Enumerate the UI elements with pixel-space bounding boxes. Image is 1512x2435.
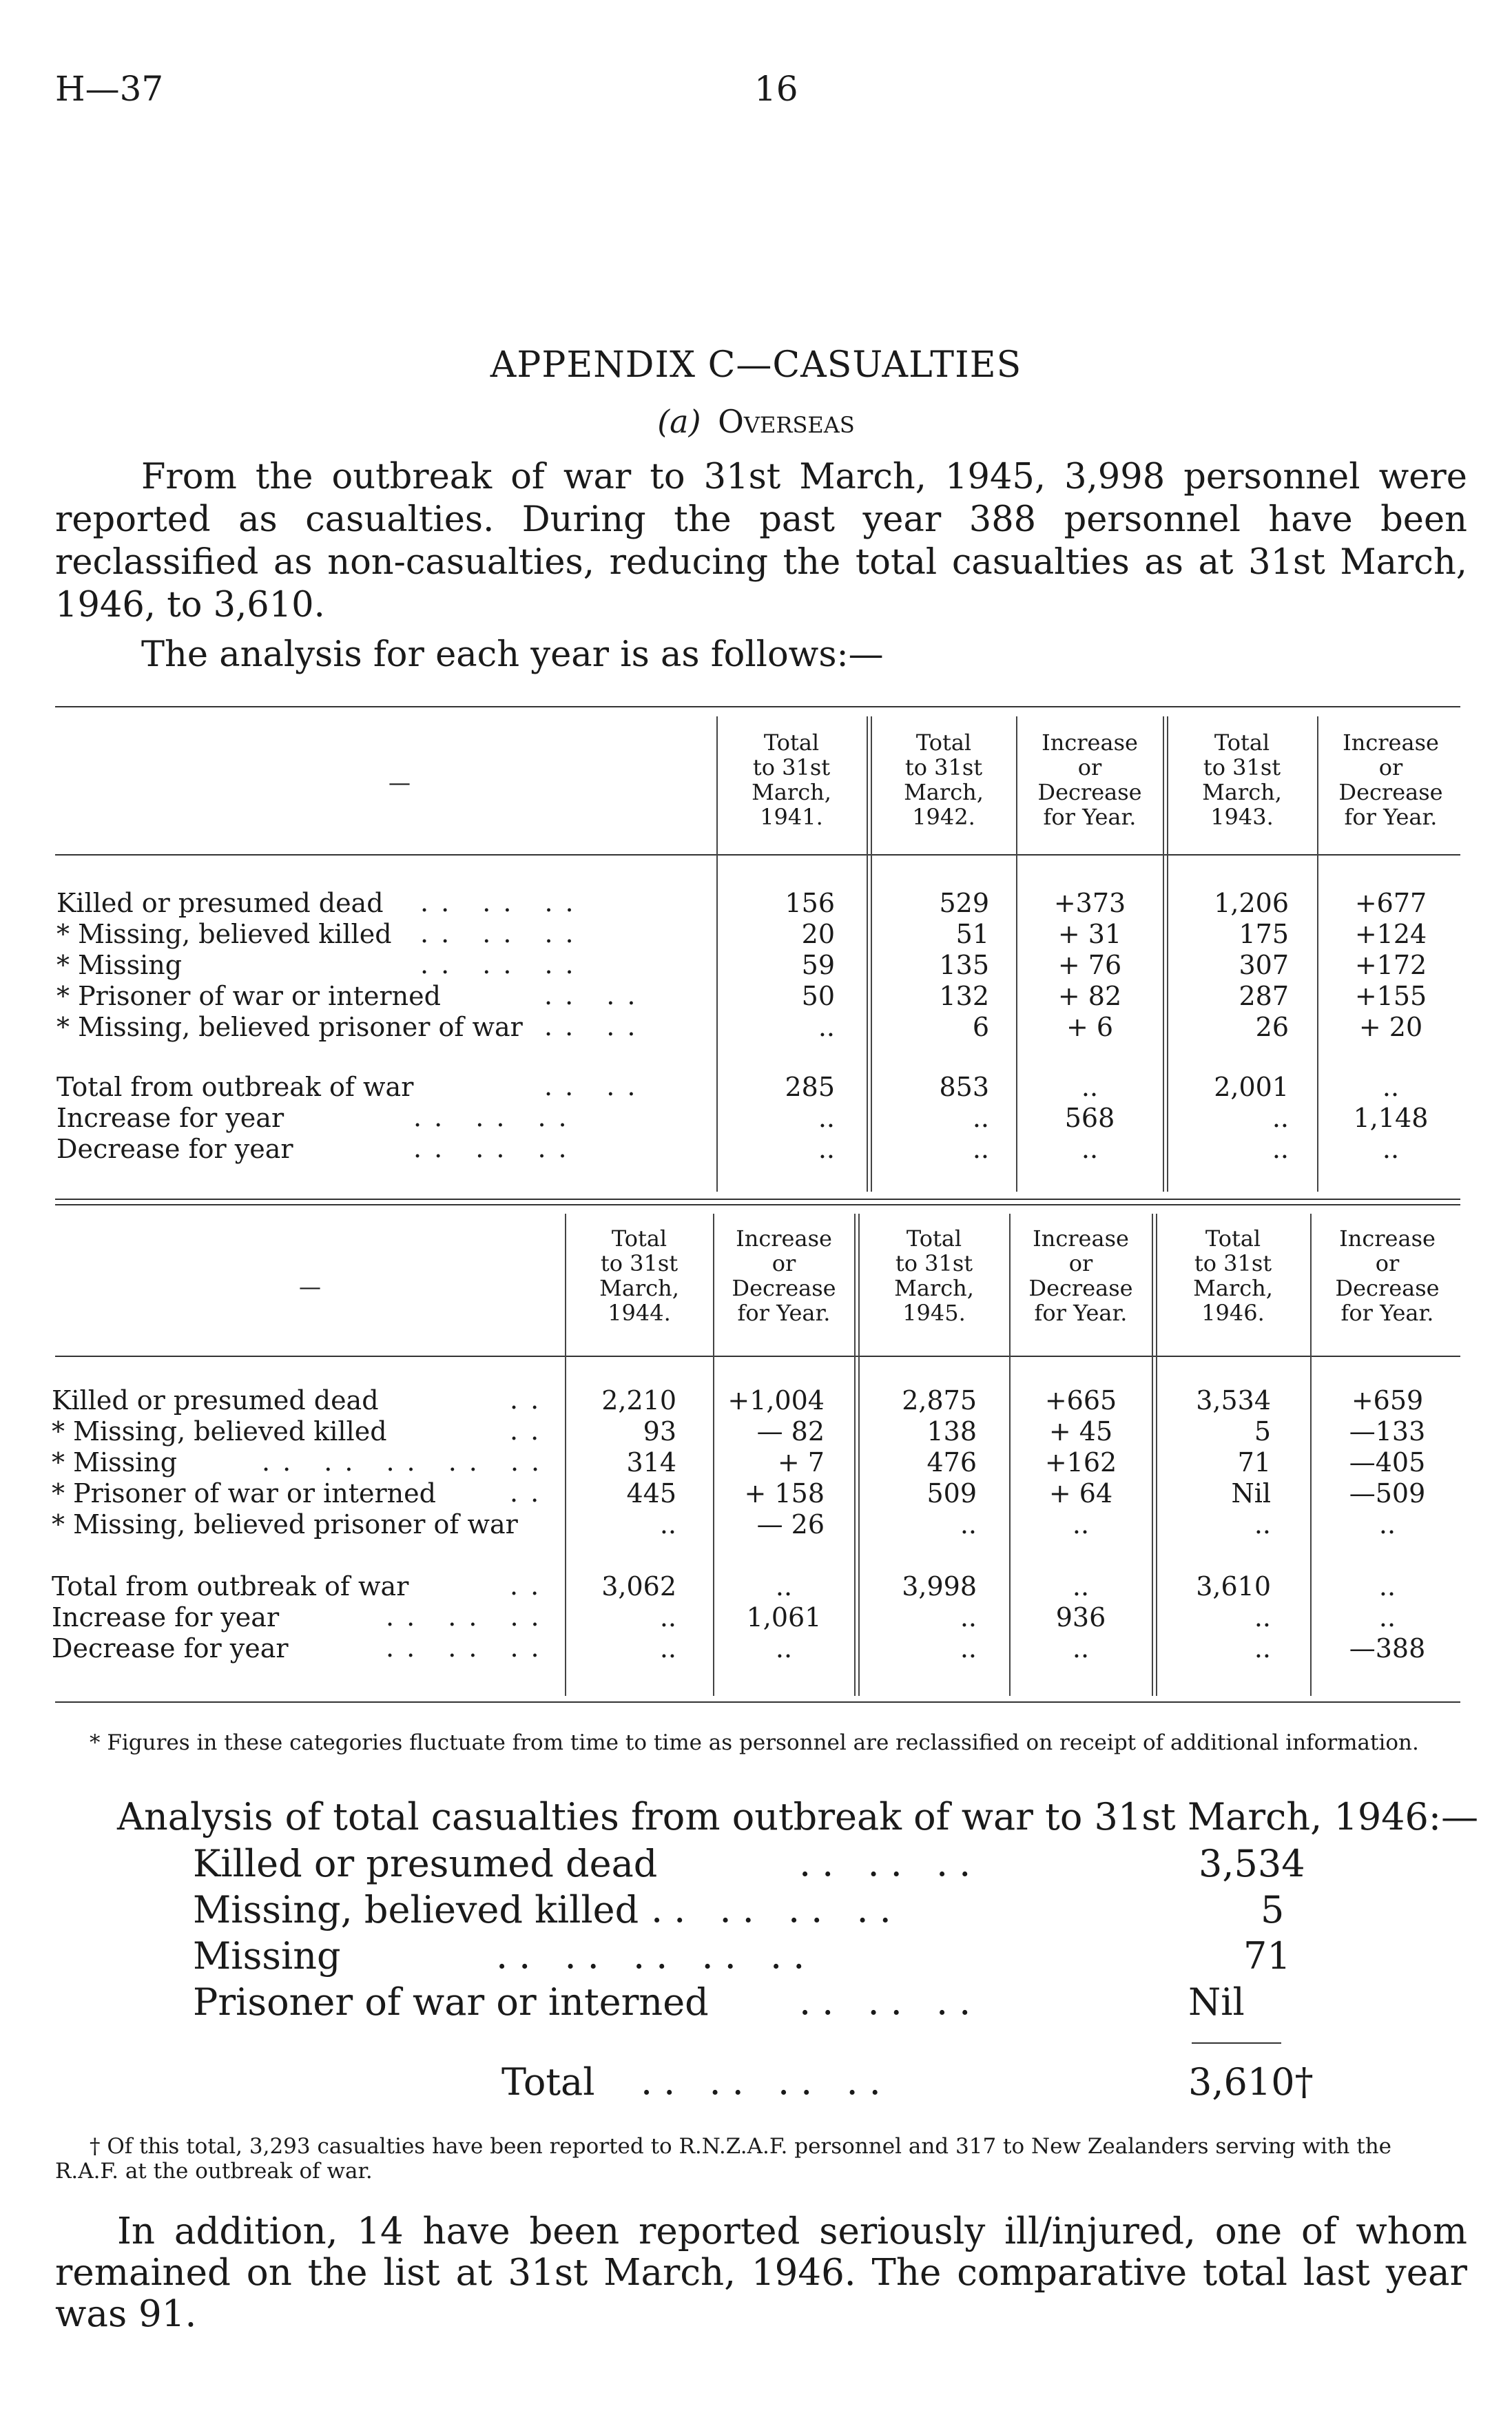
table-rule [55, 1356, 1460, 1357]
table-cell: .. [775, 1633, 793, 1664]
column-header: Total to 31st March, 1946. [1193, 1225, 1273, 1326]
column-header: Increase or Decrease for Year. [732, 1225, 836, 1326]
table-cell: + 82 [1057, 981, 1122, 1011]
table-cell: 1,148 [1353, 1103, 1429, 1133]
table-cell: +659 [1351, 1385, 1424, 1416]
table-cell: .. [659, 1602, 676, 1633]
table-cell: .. [960, 1602, 977, 1633]
table-cell: + 6 [1066, 1012, 1114, 1042]
table-cell: — 82 [756, 1416, 825, 1447]
leader-dots: .. .. .. [799, 1841, 982, 1885]
table-cell: 2,210 [601, 1385, 676, 1416]
table-cell: +373 [1053, 888, 1126, 918]
table-cell: —405 [1349, 1447, 1426, 1478]
table-cell: 853 [939, 1072, 989, 1102]
row-label: Increase for year [56, 1103, 284, 1133]
analysis-intro: The analysis for each year is as follows:— [141, 634, 884, 675]
table-cell: .. [1254, 1509, 1271, 1540]
table-cell: .. [659, 1633, 676, 1664]
row-label: * Missing [52, 1447, 178, 1478]
leader-dots: .. .. .. [420, 887, 586, 918]
analysis-item-value: Nil [1188, 1980, 1245, 2024]
table-cell: .. [818, 1103, 835, 1133]
table-cell: .. [1382, 1072, 1400, 1102]
footnote-categories: * Figures in these categories fluctuate from time to time as personnel are reclassified on receipt of additional information. [90, 1730, 1419, 1755]
table-cell: + 45 [1048, 1416, 1113, 1447]
row-label: Decrease for year [56, 1134, 293, 1164]
table-cell: 287 [1239, 981, 1289, 1011]
leader-dots: .. .. .. .. [651, 1887, 902, 1931]
leader-dots: .. .. [544, 980, 648, 1011]
row-label: * Prisoner of war or interned [56, 981, 441, 1011]
table-cell: + 7 [777, 1447, 825, 1478]
table-cell: 307 [1239, 950, 1289, 980]
row-label: Total from outbreak of war [56, 1072, 414, 1102]
leader-dots: .. .. .. [386, 1602, 552, 1632]
table-cell: +665 [1044, 1385, 1117, 1416]
table-cell: .. [1254, 1602, 1271, 1633]
table-cell: —509 [1349, 1478, 1426, 1509]
leader-dots: .. .. .. [420, 949, 586, 980]
table-cell: 314 [626, 1447, 676, 1478]
table-cell: 529 [939, 888, 989, 918]
table-cell: +172 [1354, 950, 1427, 980]
table-cell: 51 [955, 919, 989, 949]
column-header: Increase or Decrease for Year. [1338, 729, 1443, 830]
table-cell: .. [1072, 1571, 1090, 1602]
table-cell: +155 [1354, 981, 1427, 1011]
table-rule [55, 854, 1460, 856]
section-heading [0, 403, 1512, 440]
leader-dots: .. .. .. [386, 1633, 552, 1663]
table-cell: +162 [1044, 1447, 1117, 1478]
table-cell: .. [1378, 1602, 1396, 1633]
analysis-item-value: 5 [1261, 1888, 1285, 1931]
column-divider [1163, 716, 1164, 1192]
table-cell: .. [972, 1134, 989, 1164]
leader-dots: .. [510, 1478, 552, 1508]
section-marker: (a) [657, 403, 701, 440]
leader-dots: .. .. .. [420, 918, 586, 949]
leader-dots: .. [510, 1571, 552, 1601]
table-cell: 175 [1239, 919, 1289, 949]
leader-dots: .. .. [544, 1011, 648, 1042]
analysis-item-value: 71 [1243, 1934, 1291, 1978]
analysis-total-value: 3,610† [1188, 2060, 1314, 2104]
table-rule [55, 1199, 1460, 1200]
table-cell: —133 [1349, 1416, 1426, 1447]
row-label: Killed or presumed dead [56, 888, 384, 918]
column-divider [1152, 1214, 1153, 1696]
header-dash: — [299, 1274, 321, 1300]
row-label: Killed or presumed dead [52, 1385, 379, 1416]
table-cell: 71 [1237, 1447, 1271, 1478]
table-cell: 3,998 [902, 1571, 977, 1602]
table-cell: .. [1272, 1134, 1289, 1164]
table-cell: .. [1254, 1633, 1271, 1664]
table-cell: 1,061 [746, 1602, 822, 1633]
column-header: Total to 31st March, 1942. [904, 729, 984, 830]
table-cell: 3,062 [601, 1571, 676, 1602]
table-cell: 285 [785, 1072, 835, 1102]
column-header: Total to 31st March, 1945. [894, 1225, 974, 1326]
row-label: * Missing, believed prisoner of war [52, 1509, 518, 1540]
table-cell: 138 [926, 1416, 977, 1447]
leader-dots: .. .. .. [413, 1133, 579, 1163]
leader-dots: .. .. .. .. [641, 2060, 892, 2103]
table-cell: .. [818, 1012, 835, 1042]
intro-paragraph: From the outbreak of war to 31st March, 1945, 3,998 personnel were reported as casualties. During the past year 388 personnel have been reclassified as non-casualties, reducing the total casualties as at 31st March, 1946, to 3,610. [55, 457, 1467, 625]
table-cell: .. [1081, 1072, 1099, 1102]
row-label: * Prisoner of war or interned [52, 1478, 436, 1509]
table-cell: .. [775, 1571, 793, 1602]
analysis-item-label: Missing, believed killed [193, 1888, 639, 1931]
leader-dots: .. .. [544, 1071, 648, 1101]
table-cell: 156 [785, 888, 835, 918]
section-title: Overseas [718, 403, 855, 440]
table-cell: + 31 [1057, 919, 1122, 949]
table-cell: 3,534 [1196, 1385, 1271, 1416]
footnote-total: † Of this total, 3,293 casualties have been reported to R.N.Z.A.F. personnel and 317 to New Zealanders serving with the R.A.F. at the outbreak of war. [55, 2134, 1392, 2184]
closing-paragraph: In addition, 14 have been reported seriously ill/injured, one of whom remained on the list at 31st March, 1946. The comparative total last year was 91. [55, 2210, 1467, 2335]
row-label: * Missing, believed killed [56, 919, 392, 949]
leader-dots: .. .. .. [799, 1980, 982, 2023]
table-cell: .. [1378, 1509, 1396, 1540]
analysis-item-label: Missing [193, 1934, 341, 1978]
analysis-item-label: Prisoner of war or interned [193, 1980, 709, 2024]
row-label: * Missing, believed killed [52, 1416, 387, 1447]
table-cell: .. [818, 1134, 835, 1164]
row-label: Decrease for year [52, 1633, 289, 1664]
table-cell: —388 [1349, 1633, 1426, 1664]
total-rule [1192, 2042, 1281, 2044]
analysis-item-value: 3,534 [1199, 1842, 1305, 1885]
table-cell: 50 [801, 981, 835, 1011]
table-rule [55, 706, 1460, 707]
analysis-total-label: Total [501, 2060, 595, 2104]
table-cell: + 64 [1048, 1478, 1113, 1509]
table-rule [55, 1204, 1460, 1205]
table-cell: 93 [643, 1416, 676, 1447]
table-cell: .. [1378, 1571, 1396, 1602]
table-cell: + 158 [744, 1478, 825, 1509]
table-cell: .. [1272, 1103, 1289, 1133]
document-code: H—37 [55, 69, 164, 109]
table-cell: +1,004 [727, 1385, 825, 1416]
column-header: Increase or Decrease for Year. [1037, 729, 1142, 830]
column-divider [854, 1214, 856, 1696]
column-header: Total to 31st March, 1944. [599, 1225, 679, 1326]
leader-dots: .. .. .. .. .. [262, 1447, 552, 1477]
table-cell: 936 [1055, 1602, 1106, 1633]
row-label: Increase for year [52, 1602, 280, 1633]
column-header: Increase or Decrease for Year. [1335, 1225, 1440, 1326]
table-cell: Nil [1231, 1478, 1271, 1509]
table-rule [55, 1701, 1460, 1703]
analysis-item-label: Killed or presumed dead [193, 1842, 658, 1885]
row-label: * Missing [56, 950, 183, 980]
table-cell: 476 [926, 1447, 977, 1478]
leader-dots: .. [510, 1416, 552, 1446]
table-cell: 3,610 [1196, 1571, 1271, 1602]
table-cell: 20 [801, 919, 835, 949]
table-cell: 2,875 [902, 1385, 977, 1416]
table-cell: 509 [926, 1478, 977, 1509]
page-number: 16 [754, 69, 798, 109]
table-cell: .. [1072, 1633, 1090, 1664]
table-cell: .. [1382, 1134, 1400, 1164]
row-label: Total from outbreak of war [52, 1571, 409, 1602]
table-cell: 445 [626, 1478, 676, 1509]
column-header: Increase or Decrease for Year. [1028, 1225, 1133, 1326]
column-header: Total to 31st March, 1941. [752, 729, 831, 830]
table-cell: .. [659, 1509, 676, 1540]
table-cell: +124 [1354, 919, 1427, 949]
column-divider [867, 716, 868, 1192]
appendix-title: APPENDIX C—CASUALTIES [490, 344, 1022, 386]
table-cell: 2,001 [1214, 1072, 1289, 1102]
table-cell: .. [960, 1633, 977, 1664]
table-cell: — 26 [756, 1509, 825, 1540]
table-cell: .. [972, 1103, 989, 1133]
table-cell: .. [1072, 1509, 1090, 1540]
leader-dots: .. [510, 1385, 552, 1415]
table-cell: .. [960, 1509, 977, 1540]
leader-dots: .. .. .. .. .. [496, 1934, 816, 1977]
table-cell: 6 [972, 1012, 989, 1042]
table-cell: + 20 [1358, 1012, 1423, 1042]
analysis-heading: Analysis of total casualties from outbreak of war to 31st March, 1946:— [117, 1795, 1479, 1838]
table-cell: .. [1081, 1134, 1099, 1164]
table-cell: 132 [939, 981, 989, 1011]
table-cell: 568 [1064, 1103, 1115, 1133]
table-cell: 26 [1255, 1012, 1289, 1042]
table-cell: 1,206 [1214, 888, 1289, 918]
table-cell: +677 [1354, 888, 1427, 918]
column-header: Total to 31st March, 1943. [1202, 729, 1282, 830]
leader-dots: .. .. .. [413, 1102, 579, 1132]
table-cell: 5 [1254, 1416, 1271, 1447]
header-dash: — [389, 769, 411, 796]
table-cell: + 76 [1057, 950, 1122, 980]
row-label: * Missing, believed prisoner of war [56, 1012, 523, 1042]
table-cell: 59 [801, 950, 835, 980]
table-cell: 135 [939, 950, 989, 980]
